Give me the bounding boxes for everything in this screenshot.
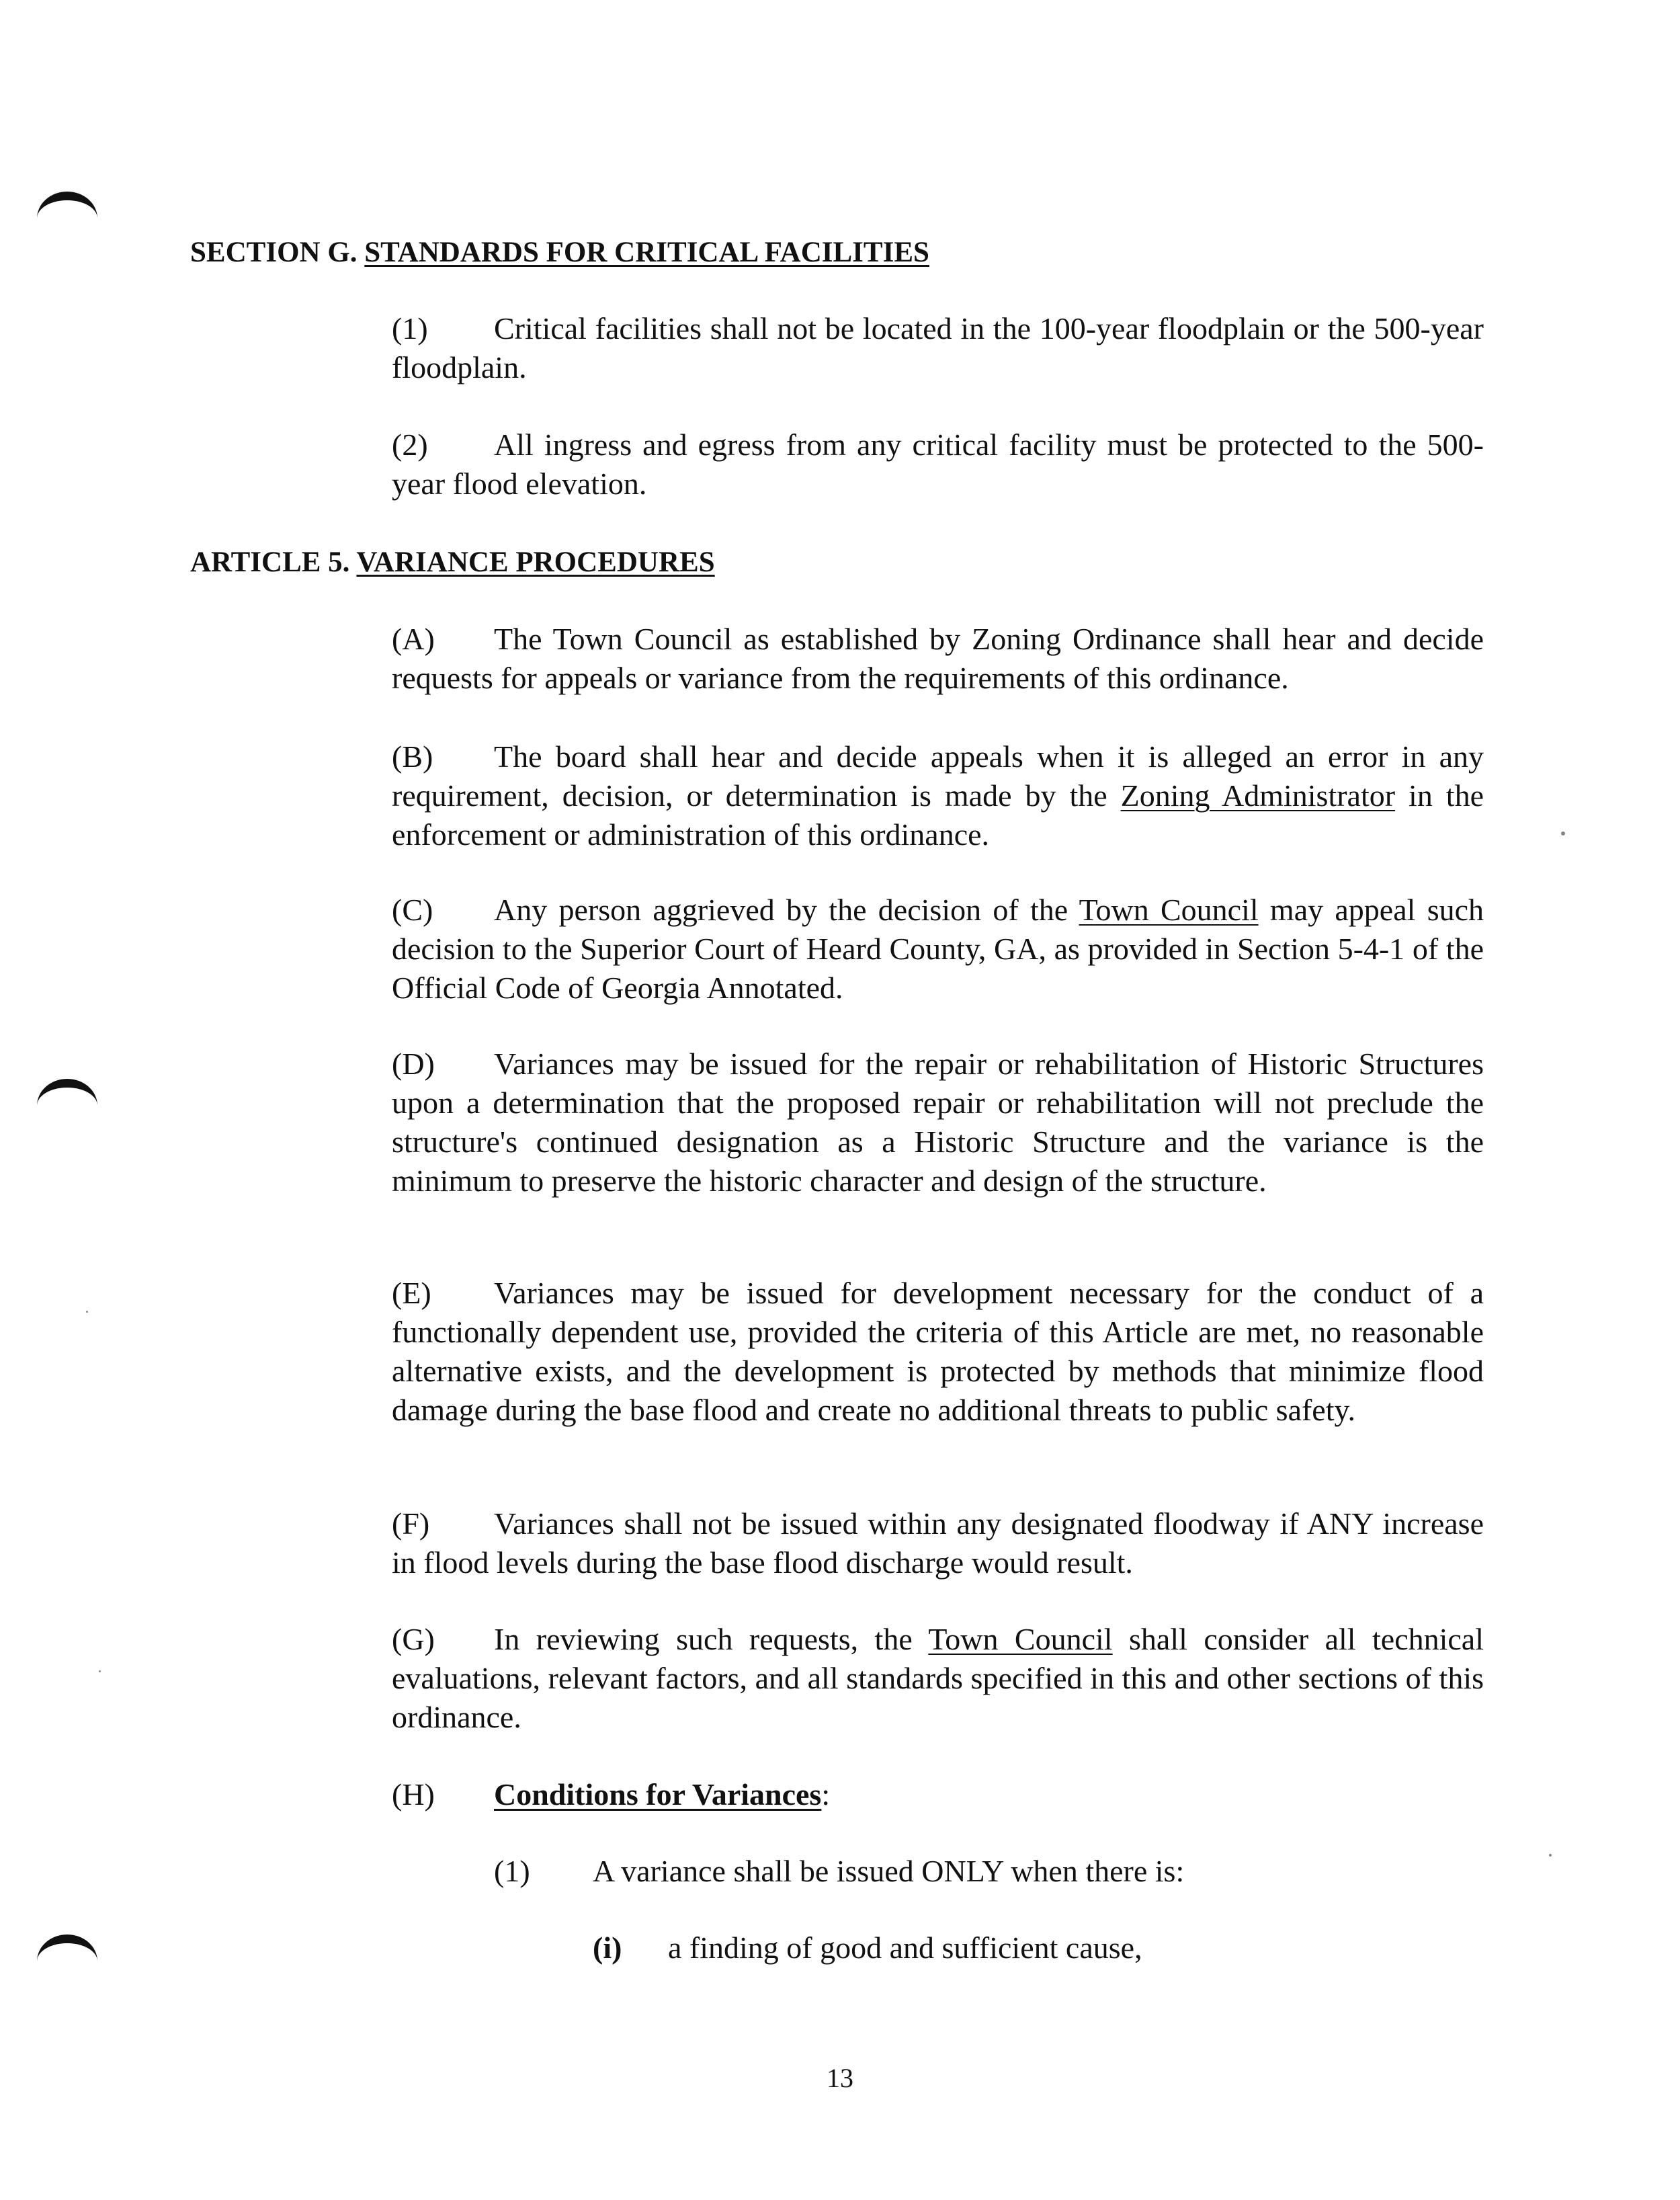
paragraph-number: (A) [392,622,435,656]
paragraph-text: may appeal such decision to the Superior Court of Heard County, GA, as provided in Section 5-4-1 of the Official Code of Georgia Annotated. [392,893,1484,1005]
paragraph-text: Variances shall not be issued within any designated floodway if ANY increase in flood levels during the base flood discharge would result. [392,1506,1484,1580]
condition-item-i [593,1932,1142,1963]
condition-item-1 [494,1856,1184,1887]
paragraph-text: The Town Council as established by Zoning Ordinance shall hear and decide requests for appeals or variance from the requirements of this ordinance. [392,622,1484,695]
paragraph-text: Variances may be issued for development necessary for the conduct of a functionally dependent use, provided the criteria of this Article are met, no reasonable alternative exists, and the development is protected by methods that minimize flood damage during the base flood and create no additional threats to public safety. [392,1276,1484,1427]
section-title: STANDARDS FOR CRITICAL FACILITIES [364,237,929,268]
paragraph-text: shall consider all technical evaluations, relevant factors, and all standards specified in this and other sections of this ordinance. [392,1622,1484,1734]
scan-speck [99,1670,101,1672]
paragraph-g [392,1620,1484,1737]
punch-hole-mark [37,192,97,218]
item-number: (1) [494,1854,530,1888]
paragraph-e [392,1274,1484,1430]
paragraph-d [392,1045,1484,1200]
conditions-title: Conditions for Variances [494,1777,822,1811]
scan-speck [1561,831,1565,836]
paragraph-text: In reviewing such requests, the [494,1622,929,1656]
article-5-heading [190,548,715,577]
item-number: (2) [392,427,428,462]
punch-hole-mark [37,1079,97,1106]
item-text: Critical facilities shall not be located in the 100-year floodplain or the 500-year floodplain. [392,311,1484,384]
item-text: All ingress and egress from any critical facility must be protected to the 500-year flood elevation. [392,427,1484,501]
paragraph-number: (C) [392,893,433,927]
title-colon: : [821,1777,831,1811]
item-text: A variance shall be issued ONLY when there is: [593,1854,1185,1888]
paragraph-number: (G) [392,1622,435,1656]
section-g-item-2 [392,425,1484,503]
paragraph-number: (H) [392,1777,435,1811]
section-label: SECTION G. [190,237,358,268]
paragraph-text: Any person aggrieved by the decision of the [494,893,1079,927]
paragraph-h [392,1779,830,1810]
paragraph-b [392,737,1484,854]
scan-speck [86,1311,88,1313]
paragraph-text: Variances may be issued for the repair or rehabilitation of Historic Structures upon a determination that the proposed repair or rehabilitation will not preclude the structure's continued designation as a Historic Structure and the variance is the minimum to preserve the historic character and design of the structure. [392,1047,1484,1198]
section-g-item-1 [392,309,1484,387]
article-title: VARIANCE PROCEDURES [356,546,715,578]
punch-hole-mark [37,1934,97,1961]
item-text: a finding of good and sufficient cause, [668,1930,1142,1965]
paragraph-number: (D) [392,1047,435,1081]
section-g-heading [190,238,929,267]
paragraph-number: (F) [392,1506,430,1541]
zoning-administrator-ref: Zoning Administrator [1120,778,1396,813]
town-council-ref: Town Council [928,1622,1113,1656]
article-label: ARTICLE 5. [190,546,350,578]
item-number: (1) [392,311,428,345]
paragraph-c [392,891,1484,1008]
paragraph-f [392,1504,1484,1582]
paragraph-number: (E) [392,1276,431,1310]
paragraph-text: in the enforcement or administration of this ordinance. [392,778,1484,852]
page-number: 13 [827,2063,853,2093]
town-council-ref: Town Council [1079,893,1259,927]
paragraph-number: (B) [392,739,433,774]
paragraph-text: The board shall hear and decide appeals when it is alleged an error in any requirement, decision, or determination is made by the [392,739,1484,813]
item-number: (i) [593,1930,622,1965]
scan-speck [1549,1854,1552,1857]
paragraph-a [392,620,1484,698]
